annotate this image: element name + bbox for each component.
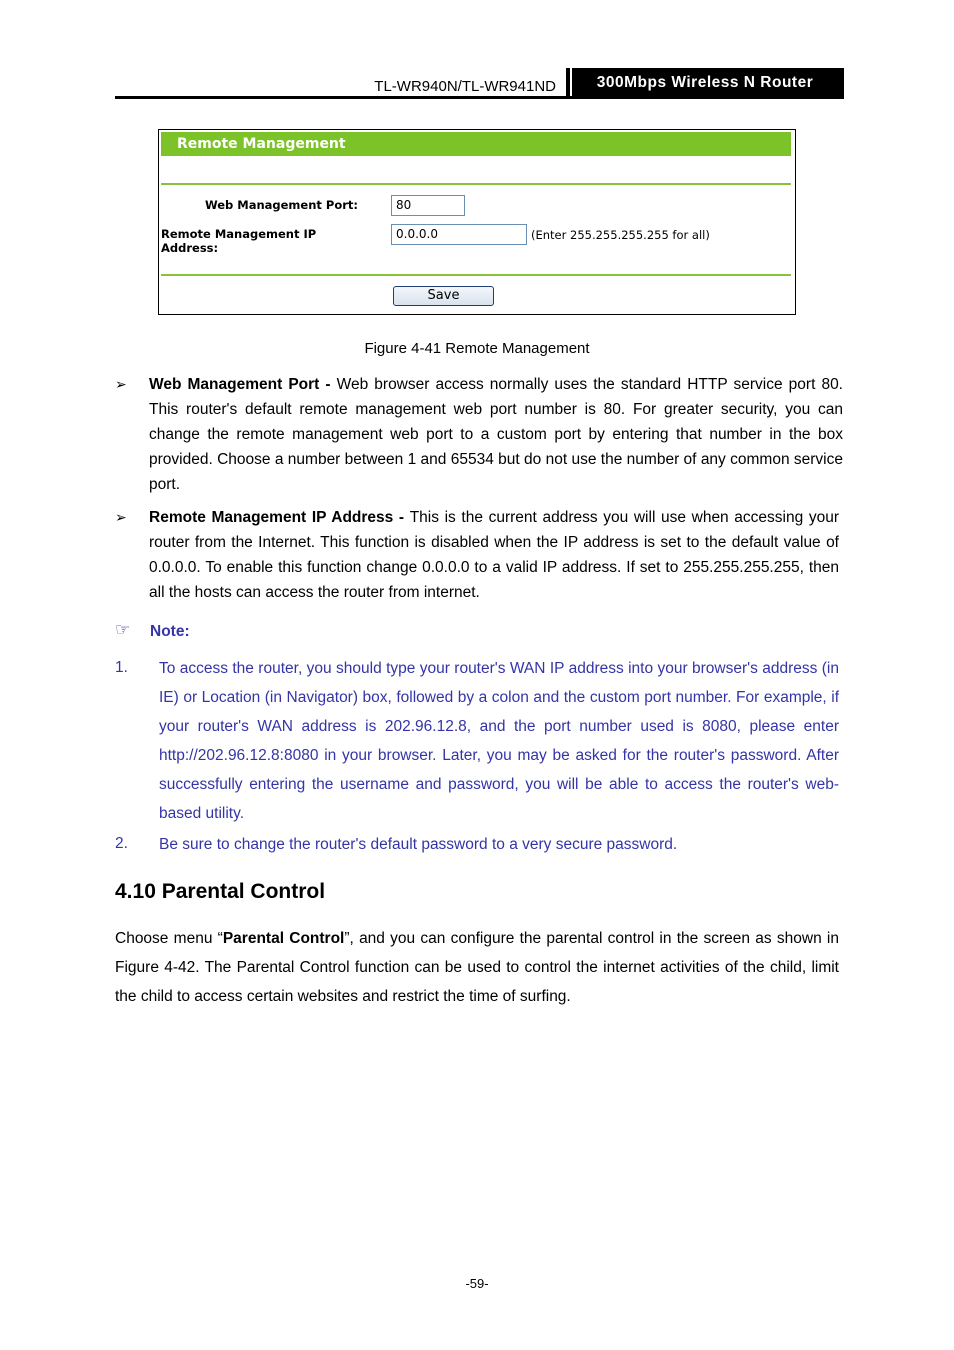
header-rule <box>115 96 844 99</box>
bullet-text: Web browser access normally uses the standard HTTP service port 80. This router's default remote management web port number is 80. For greater security, you can change the remote management web port to a custom port by entering that number in the box provided. Choose a number between 1 and 65534 but do not use the number of any common service port. <box>149 376 843 493</box>
note-item-number: 1. <box>115 659 128 676</box>
pointing-hand-icon: ☞ <box>115 620 131 639</box>
web-port-label: Web Management Port: <box>204 198 358 212</box>
section-heading: 4.10 Parental Control <box>115 880 326 903</box>
bullet-title: Web Management Port - <box>149 376 337 393</box>
save-button[interactable]: Save <box>393 286 494 306</box>
divider-top <box>161 183 791 185</box>
figure-caption: Figure 4-41 Remote Management <box>364 340 590 357</box>
section-intro <box>115 924 839 1011</box>
page-number: -59- <box>465 1276 489 1291</box>
header-product-tag: 300Mbps Wireless N Router <box>566 68 844 98</box>
panel-title: Remote Management <box>161 132 791 156</box>
bullet-text: This is the current address you will use when accessing your router from the Internet. This function is disabled when the IP address is set to the default value of 0.0.0.0. To enable this function change 0.0.0.0 to a valid IP address. If set to 255.255.255.255, then all the hosts can access the router from internet. <box>149 509 840 601</box>
intro-bold: Parental Control <box>222 930 345 947</box>
note-item-number: 2. <box>115 835 128 852</box>
intro-pre: Choose menu “ <box>115 930 223 947</box>
ip-address-hint: (Enter 255.255.255.255 for all) <box>531 228 710 242</box>
web-port-input[interactable]: 80 <box>391 195 465 216</box>
intro-post: ”, and you can configure the parental control in the screen as shown in Figure 4-42. The Parental Control function can be used to control the internet activities of the child, limit the child to access certain websites and restrict the time of surfing. <box>115 930 839 1005</box>
divider-bottom <box>161 274 791 276</box>
header-model: TL-WR940N/TL-WR941ND <box>374 78 556 95</box>
ip-address-input[interactable]: 0.0.0.0 <box>391 224 527 245</box>
bullet-ip-address <box>149 505 839 605</box>
bullet-marker: ➢ <box>115 376 127 392</box>
note-label: Note: <box>150 623 190 640</box>
bullet-marker: ➢ <box>115 509 127 525</box>
remote-management-figure <box>158 129 796 315</box>
note-item: Be sure to change the router's default password to a very secure password. <box>159 836 678 853</box>
ip-address-label: Remote Management IP Address: <box>161 227 317 255</box>
bullet-title: Remote Management IP Address - <box>149 509 410 526</box>
note-item: To access the router, you should type your router's WAN IP address into your browser's address (in IE) or Location (in Navigator) box, followed by a colon and the custom port number. For example, if your router's WAN address is 202.96.12.8, and the port number used is 8080, please enter http://202.96.12.8:8080 in your browser. Later, you may be asked for the router's password. After successfully entering the username and password, you will be able to access the router's web-based utility. <box>159 660 839 822</box>
bullet-web-port <box>149 372 843 497</box>
